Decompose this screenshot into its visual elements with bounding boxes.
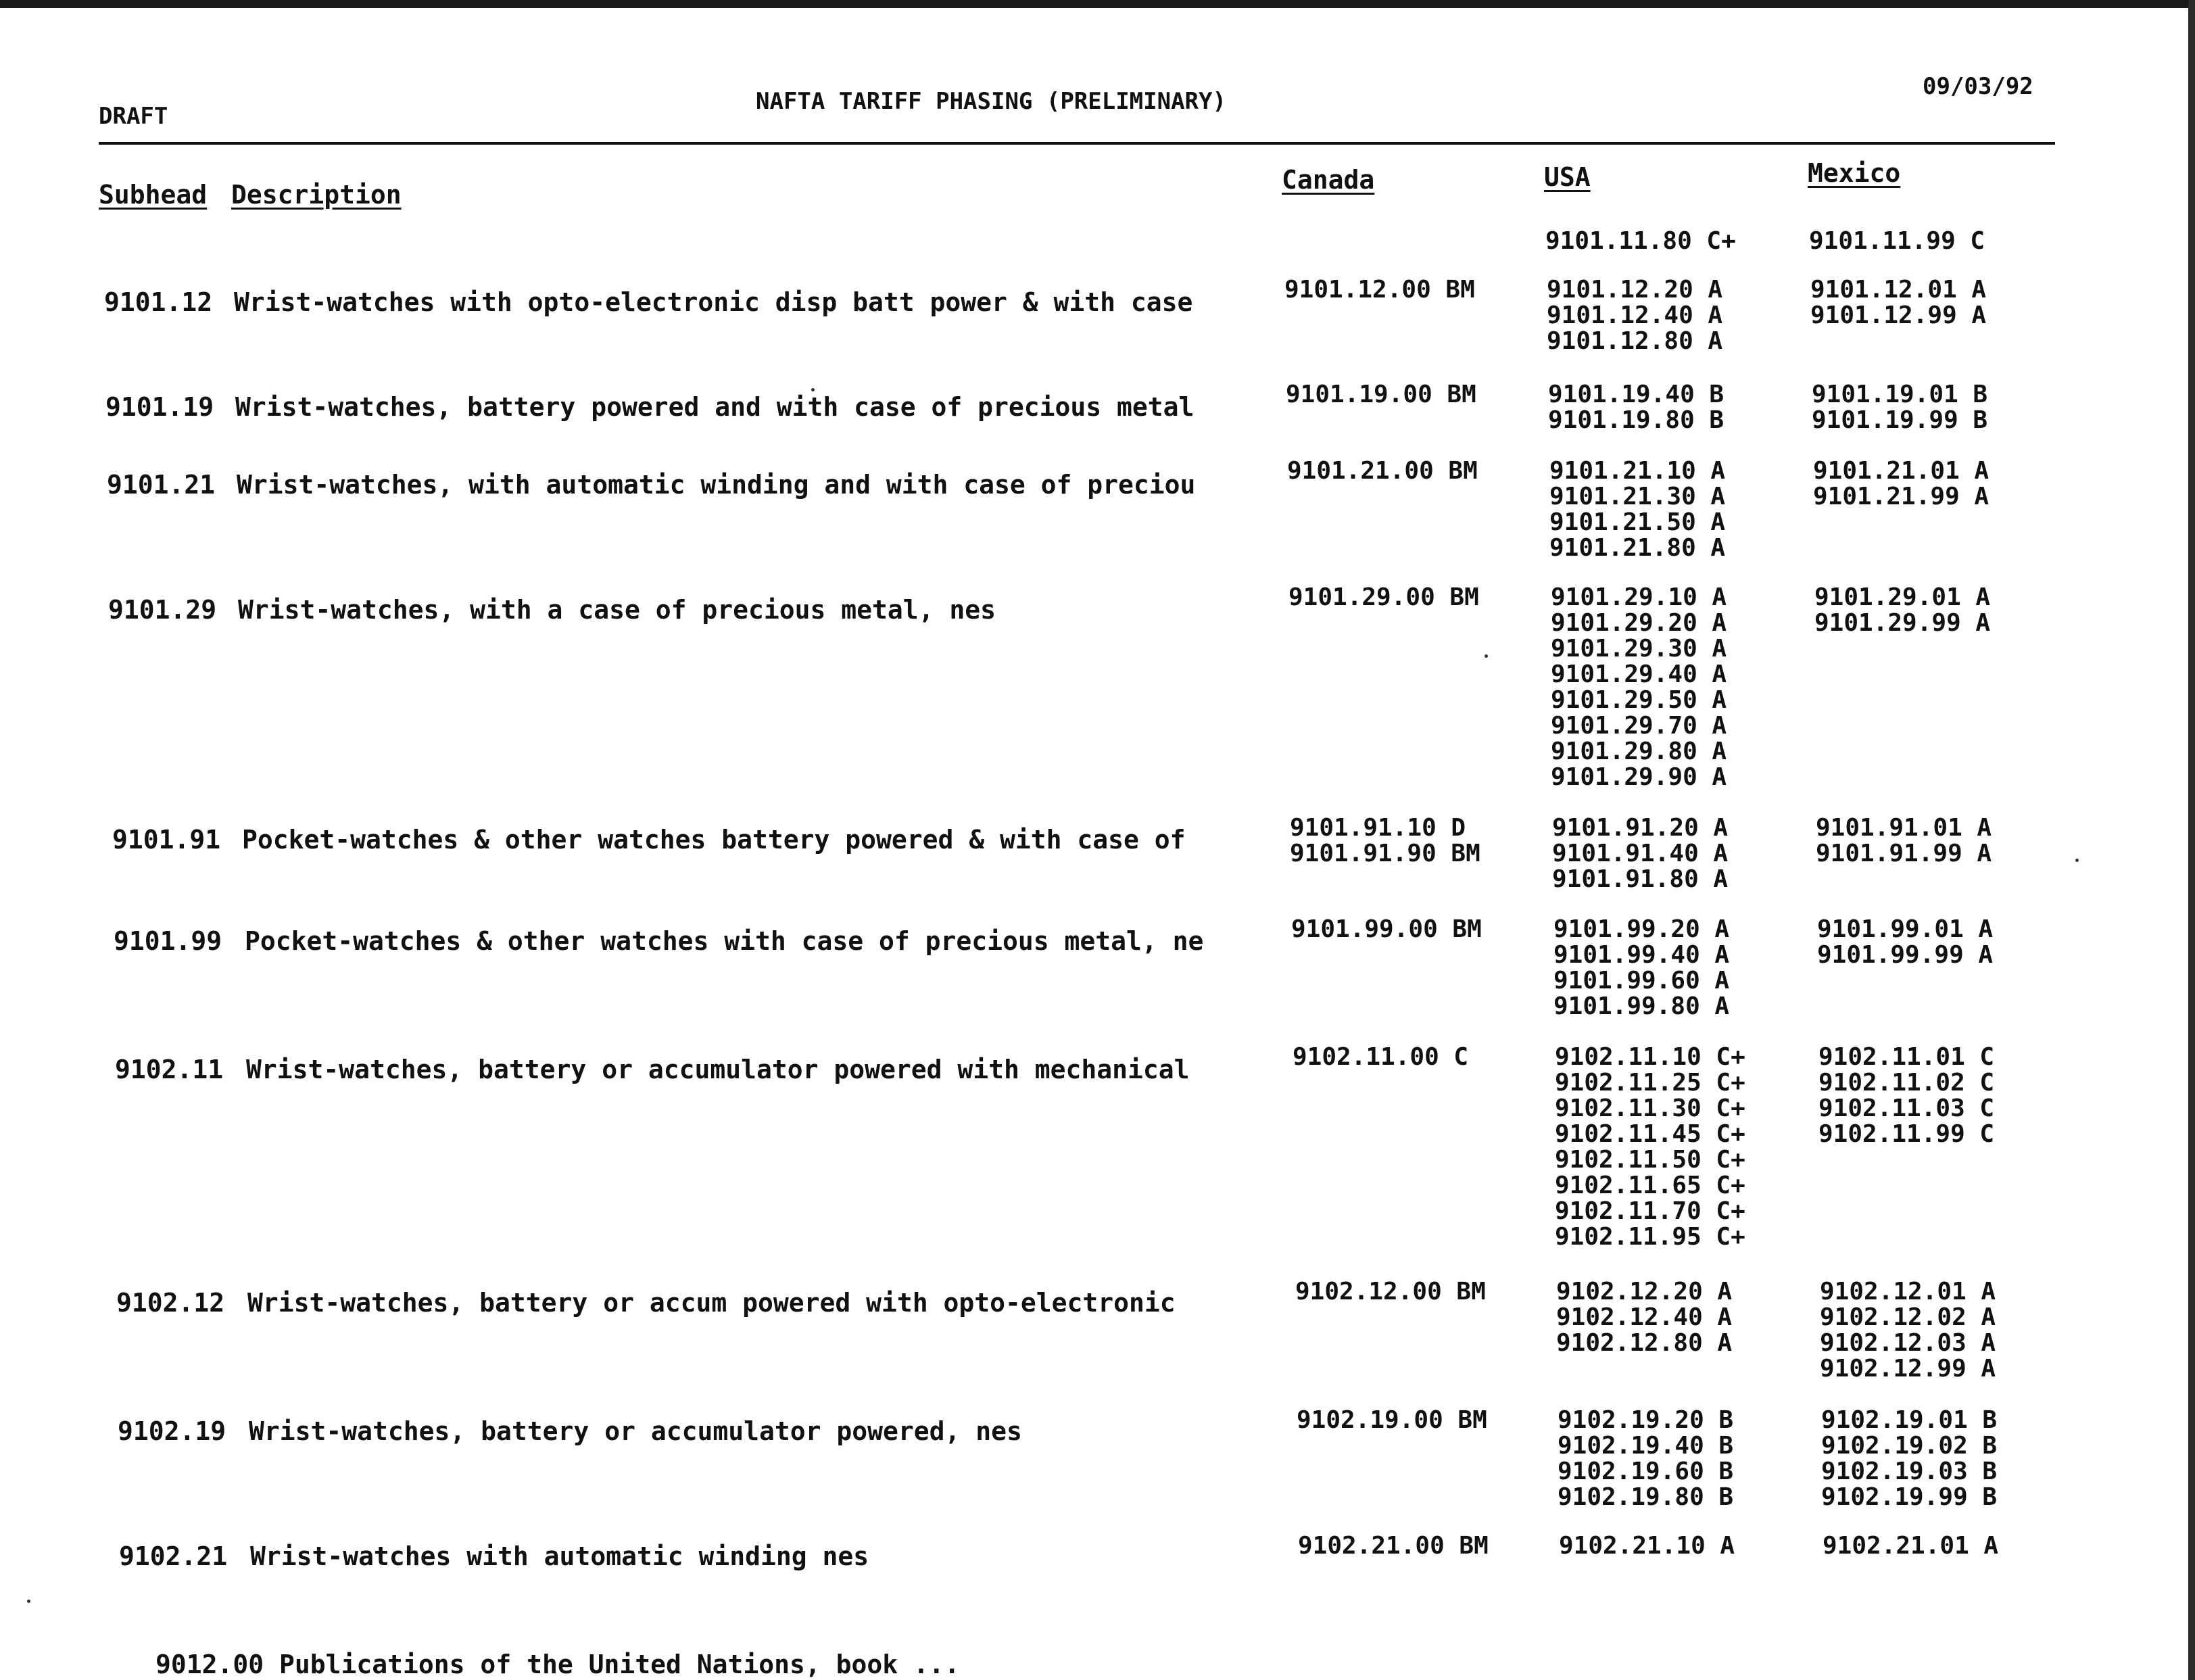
usa-tariff-code: 9101.21.80 A bbox=[1549, 534, 1726, 562]
mexico-tariff-code: 9102.12.99 A bbox=[1820, 1355, 1996, 1383]
usa-tariff-code: 9101.29.30 A bbox=[1551, 635, 1727, 663]
usa-tariff-code: 9101.11.80 C+ bbox=[1545, 227, 1736, 255]
description-text: Wrist-watches, battery powered and with case of precious metal bbox=[235, 392, 1195, 422]
document-date: 09/03/92 bbox=[1923, 73, 2033, 100]
mexico-codes bbox=[1818, 1045, 1994, 1147]
usa-tariff-code: 9101.29.90 A bbox=[1551, 763, 1727, 791]
usa-tariff-code: 9102.11.10 C+ bbox=[1555, 1043, 1745, 1071]
usa-tariff-code: 9101.21.10 A bbox=[1549, 457, 1726, 485]
description-text: Wrist-watches, with automatic winding and with case of preciou bbox=[237, 470, 1196, 500]
mexico-tariff-code: 9102.12.03 A bbox=[1820, 1329, 1996, 1357]
canada-tariff-code: 9101.21.00 BM bbox=[1287, 457, 1478, 485]
canada-codes bbox=[1297, 1408, 1487, 1433]
usa-tariff-code: 9101.99.20 A bbox=[1553, 915, 1730, 943]
canada-tariff-code: 9102.12.00 BM bbox=[1295, 1278, 1486, 1305]
usa-tariff-code: 9101.19.80 B bbox=[1548, 406, 1724, 434]
usa-tariff-code: 9101.29.20 A bbox=[1551, 609, 1727, 637]
canada-codes bbox=[1295, 1279, 1486, 1305]
usa-tariff-code: 9102.11.95 C+ bbox=[1555, 1223, 1745, 1251]
mexico-tariff-code: 9101.29.01 A bbox=[1814, 583, 1991, 611]
scan-speck bbox=[2075, 859, 2079, 862]
description-text: Wrist-watches with opto-electronic disp batt power & with case bbox=[234, 287, 1193, 317]
subhead-code: 9102.19 bbox=[118, 1416, 226, 1446]
usa-tariff-code: 9101.12.40 A bbox=[1547, 302, 1723, 329]
usa-codes bbox=[1552, 815, 1728, 892]
mexico-tariff-code: 9101.29.99 A bbox=[1814, 609, 1991, 637]
usa-tariff-code: 9102.11.25 C+ bbox=[1555, 1069, 1745, 1097]
scan-edge-right bbox=[2188, 0, 2195, 1680]
canada-tariff-code: 9101.99.00 BM bbox=[1291, 915, 1482, 943]
column-header-description: Description bbox=[231, 180, 402, 210]
mexico-codes bbox=[1813, 458, 1989, 510]
usa-tariff-code: 9101.21.30 A bbox=[1549, 483, 1726, 510]
mexico-tariff-code: 9102.19.99 B bbox=[1821, 1483, 1998, 1511]
mexico-tariff-code: 9101.99.99 A bbox=[1817, 941, 1994, 969]
canada-codes bbox=[1288, 585, 1479, 610]
usa-tariff-code: 9101.29.10 A bbox=[1551, 583, 1727, 611]
usa-tariff-code: 9101.29.40 A bbox=[1551, 661, 1727, 688]
subhead-code: 9102.11 bbox=[115, 1055, 224, 1084]
usa-tariff-code: 9101.29.80 A bbox=[1551, 738, 1727, 765]
usa-codes bbox=[1547, 277, 1722, 354]
canada-tariff-code: 9101.19.00 BM bbox=[1286, 381, 1476, 408]
usa-tariff-code: 9102.11.50 C+ bbox=[1555, 1146, 1745, 1174]
mexico-tariff-code: 9102.19.01 B bbox=[1821, 1406, 1998, 1434]
mexico-tariff-code: 9101.11.99 C bbox=[1809, 227, 1985, 255]
mexico-tariff-code: 9102.19.03 B bbox=[1821, 1458, 1998, 1485]
usa-tariff-code: 9101.12.80 A bbox=[1547, 327, 1723, 355]
page-title: NAFTA TARIFF PHASING (PRELIMINARY) bbox=[756, 88, 1226, 115]
canada-codes bbox=[1286, 382, 1476, 408]
canada-tariff-code: 9101.12.00 BM bbox=[1284, 276, 1475, 304]
mexico-tariff-code: 9101.12.01 A bbox=[1810, 276, 1987, 304]
mexico-codes bbox=[1810, 277, 1986, 329]
usa-tariff-code: 9101.99.60 A bbox=[1553, 967, 1730, 994]
description-text: Wrist-watches, battery or accumulator powered, nes bbox=[249, 1416, 1022, 1446]
usa-tariff-code: 9101.91.20 A bbox=[1552, 814, 1729, 842]
canada-tariff-code: 9101.91.90 BM bbox=[1290, 840, 1480, 867]
usa-codes bbox=[1549, 458, 1725, 561]
mexico-tariff-code: 9101.99.01 A bbox=[1817, 915, 1994, 943]
usa-codes bbox=[1548, 382, 1724, 433]
subhead-code: 9102.12 bbox=[116, 1288, 225, 1318]
usa-tariff-code: 9102.12.80 A bbox=[1556, 1329, 1733, 1357]
mexico-tariff-code: 9102.11.01 C bbox=[1818, 1043, 1995, 1071]
mexico-codes bbox=[1812, 382, 1987, 433]
mexico-tariff-code: 9101.91.99 A bbox=[1816, 840, 1992, 867]
usa-codes bbox=[1556, 1279, 1732, 1356]
mexico-codes bbox=[1820, 1279, 1996, 1382]
canada-tariff-code: 9102.19.00 BM bbox=[1297, 1406, 1487, 1434]
usa-tariff-code: 9102.19.20 B bbox=[1558, 1406, 1734, 1434]
usa-tariff-code: 9102.11.70 C+ bbox=[1555, 1197, 1745, 1225]
mexico-codes bbox=[1823, 1533, 1998, 1559]
canada-codes bbox=[1293, 1045, 1468, 1070]
usa-tariff-code: 9102.19.40 B bbox=[1558, 1432, 1734, 1460]
canada-codes bbox=[1284, 277, 1475, 303]
subhead-code: 9101.91 bbox=[112, 825, 221, 855]
description-text: Pocket-watches & other watches battery powered & with case of bbox=[242, 825, 1186, 855]
usa-codes bbox=[1555, 1045, 1745, 1250]
usa-tariff-code: 9101.99.40 A bbox=[1553, 941, 1730, 969]
column-header-canada: Canada bbox=[1282, 165, 1375, 195]
mexico-tariff-code: 9102.12.02 A bbox=[1820, 1303, 1996, 1331]
usa-tariff-code: 9102.19.60 B bbox=[1558, 1458, 1734, 1485]
mexico-tariff-code: 9102.21.01 A bbox=[1823, 1532, 1999, 1560]
mexico-codes bbox=[1821, 1408, 1997, 1510]
mexico-codes bbox=[1814, 585, 1990, 636]
mexico-codes bbox=[1809, 229, 1985, 254]
description-text: Wrist-watches, battery or accumulator powered with mechanical bbox=[246, 1055, 1190, 1084]
mexico-tariff-code: 9101.91.01 A bbox=[1816, 814, 1992, 842]
description-text: Wrist-watches, battery or accum powered with opto-electronic bbox=[247, 1288, 1176, 1318]
footer-partial-text: 9012.00 Publications of the United Nations, book ... bbox=[155, 1650, 960, 1679]
mexico-tariff-code: 9101.21.99 A bbox=[1813, 483, 1989, 510]
mexico-tariff-code: 9102.11.99 C bbox=[1818, 1120, 1995, 1148]
subhead-code: 9101.21 bbox=[107, 470, 216, 500]
mexico-codes bbox=[1816, 815, 1992, 867]
description-text: Wrist-watches with automatic winding nes bbox=[250, 1541, 869, 1571]
scan-speck bbox=[27, 1600, 30, 1603]
usa-tariff-code: 9101.12.20 A bbox=[1547, 276, 1723, 304]
column-header-mexico: Mexico bbox=[1808, 158, 1901, 188]
usa-tariff-code: 9101.99.80 A bbox=[1553, 992, 1730, 1020]
column-header-usa: USA bbox=[1544, 162, 1591, 192]
usa-codes bbox=[1551, 585, 1727, 790]
description-text: Wrist-watches, with a case of precious metal, nes bbox=[238, 595, 996, 625]
mexico-tariff-code: 9102.11.02 C bbox=[1818, 1069, 1995, 1097]
usa-tariff-code: 9101.21.50 A bbox=[1549, 508, 1726, 536]
mexico-tariff-code: 9101.19.01 B bbox=[1812, 381, 1988, 408]
usa-tariff-code: 9102.11.65 C+ bbox=[1555, 1172, 1745, 1199]
column-header-subhead: Subhead bbox=[99, 180, 208, 210]
mexico-tariff-code: 9102.11.03 C bbox=[1818, 1095, 1995, 1122]
usa-codes bbox=[1559, 1533, 1735, 1559]
usa-tariff-code: 9102.11.45 C+ bbox=[1555, 1120, 1745, 1148]
scan-edge-top bbox=[0, 0, 2195, 8]
usa-tariff-code: 9101.91.80 A bbox=[1552, 865, 1729, 893]
canada-tariff-code: 9101.29.00 BM bbox=[1288, 583, 1479, 611]
usa-codes bbox=[1553, 917, 1729, 1019]
subhead-code: 9101.29 bbox=[108, 595, 217, 625]
usa-tariff-code: 9101.91.40 A bbox=[1552, 840, 1729, 867]
usa-tariff-code: 9102.11.30 C+ bbox=[1555, 1095, 1745, 1122]
usa-codes bbox=[1558, 1408, 1733, 1510]
usa-tariff-code: 9102.19.80 B bbox=[1558, 1483, 1734, 1511]
description-text: Pocket-watches & other watches with case of precious metal, ne bbox=[245, 926, 1204, 956]
canada-tariff-code: 9102.11.00 C bbox=[1293, 1043, 1469, 1071]
mexico-tariff-code: 9101.19.99 B bbox=[1812, 406, 1988, 434]
scan-speck bbox=[1485, 654, 1488, 658]
scan-speck bbox=[811, 388, 815, 391]
subhead-code: 9101.12 bbox=[104, 287, 213, 317]
subhead-code: 9101.99 bbox=[114, 926, 222, 956]
canada-codes bbox=[1298, 1533, 1489, 1559]
mexico-tariff-code: 9102.19.02 B bbox=[1821, 1432, 1998, 1460]
mexico-tariff-code: 9101.12.99 A bbox=[1810, 302, 1987, 329]
usa-codes bbox=[1545, 229, 1736, 254]
mexico-tariff-code: 9102.12.01 A bbox=[1820, 1278, 1996, 1305]
usa-tariff-code: 9102.12.40 A bbox=[1556, 1303, 1733, 1331]
usa-tariff-code: 9102.21.10 A bbox=[1559, 1532, 1735, 1560]
mexico-codes bbox=[1817, 917, 1993, 968]
mexico-tariff-code: 9101.21.01 A bbox=[1813, 457, 1989, 485]
canada-tariff-code: 9102.21.00 BM bbox=[1298, 1532, 1489, 1560]
canada-codes bbox=[1287, 458, 1478, 484]
usa-tariff-code: 9101.29.70 A bbox=[1551, 712, 1727, 740]
usa-tariff-code: 9102.12.20 A bbox=[1556, 1278, 1733, 1305]
header-rule bbox=[99, 142, 2055, 145]
draft-label: DRAFT bbox=[99, 103, 168, 130]
subhead-code: 9101.19 bbox=[105, 392, 214, 422]
usa-tariff-code: 9101.19.40 B bbox=[1548, 381, 1724, 408]
usa-tariff-code: 9101.29.50 A bbox=[1551, 686, 1727, 714]
canada-tariff-code: 9101.91.10 D bbox=[1290, 814, 1466, 842]
canada-codes bbox=[1291, 917, 1482, 942]
subhead-code: 9102.21 bbox=[119, 1541, 228, 1571]
canada-codes bbox=[1290, 815, 1480, 867]
